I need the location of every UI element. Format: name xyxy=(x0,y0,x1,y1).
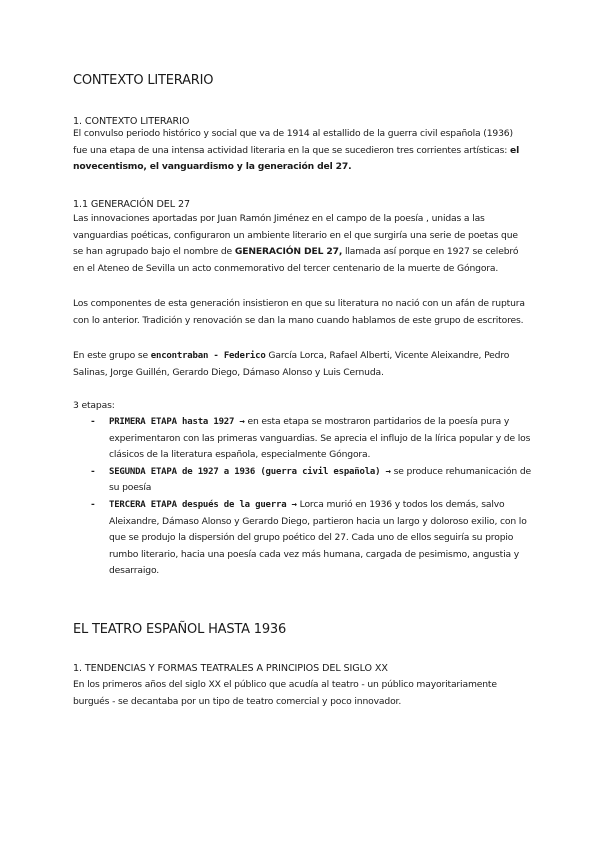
list-item xyxy=(91,414,531,464)
paragraph-contexto-bold: el novecentismo, el vanguardismo y la generación del 27. xyxy=(73,144,520,173)
stages-list xyxy=(91,414,531,580)
subheading-contexto-literario: 1. CONTEXTO LITERARIO xyxy=(73,116,190,127)
paragraph-teatro: En los primeros años del siglo XX el público que acudía al teatro - un público mayoritariamente burgués - se decantaba por un tipo de teatro comercial y poco innovador. xyxy=(73,679,497,707)
paragraph-grupo-text-a: En este grupo se xyxy=(73,350,151,361)
section-title-contexto: CONTEXTO LITERARIO xyxy=(73,73,214,88)
list-bullet: - xyxy=(91,416,95,427)
paragraph-generacion xyxy=(73,211,529,277)
stage-text: se produce rehumanicación de su poesía xyxy=(109,465,531,494)
paragraph-generacion-bold: GENERACIÓN DEL 27, xyxy=(234,246,343,258)
paragraph-contexto xyxy=(73,126,529,176)
paragraph-grupo xyxy=(73,348,529,381)
paragraph-generacion-text-b: llamada así porque en 1927 se celebró en el Ateneo de Sevilla un acto conmemorativo del tercer centenario de la muerte de Góngora. xyxy=(73,246,519,274)
paragraph-componentes: Los componentes de esta generación insistieron en que su literatura no nació con un afán de ruptura con lo anterior. Tradición y renovación se dan la mano cuando hablamos de este grupo de escritores. xyxy=(73,298,525,326)
subheading-tendencias: 1. TENDENCIAS Y FORMAS TEATRALES A PRINCIPIOS DEL SIGLO XX xyxy=(73,663,388,674)
etapas-label: 3 etapas: xyxy=(73,400,115,411)
paragraph-grupo-mono: encontraban - Federico xyxy=(150,351,266,361)
paragraph-grupo-text-b: García Lorca, Rafael Alberti, Vicente Aleixandre, Pedro Salinas, Jorge Guillén, Gerardo Diego, Dámaso Alonso y Luis Cernuda. xyxy=(73,350,510,378)
subheading-generacion-27: 1.1 GENERACIÓN DEL 27 xyxy=(73,199,190,210)
list-bullet: - xyxy=(91,498,95,510)
stage-head: PRIMERA ETAPA hasta 1927 → xyxy=(109,417,245,427)
stage-text: en esta etapa se mostraron partidarios de la poesía pura y experimentaron con las primeras vanguardias. Se aprecia el influjo de la lírica popular y de los clásicos de la literatura española, especialmente Góngora. xyxy=(109,416,531,461)
stage-head: TERCERA ETAPA después de la guerra → xyxy=(109,499,297,510)
stage-text: Lorca murió en 1936 y todos los demás, salvo Aleixandre, Dámaso Alonso y Gerardo Diego, partieron hacia un largo y doloroso exilio, con lo que se produjo la dispersión del grupo poético del 27. Cada uno de ellos seguiría su propio rumbo literario, hacia una poesía cada vez más humana, cargada de pesimismo, angustia y desarraigo. xyxy=(109,498,527,577)
list-item xyxy=(91,464,531,497)
list-bullet: - xyxy=(91,465,95,477)
stage-head: SEGUNDA ETAPA de 1927 a 1936 (guerra civil española) → xyxy=(109,466,391,477)
paragraph-contexto-text: El convulso periodo histórico y social que va de 1914 al estallido de la guerra civil española (1936) fue una etapa de una intensa actividad literaria en la que se sucedieron tres corrientes artísticas: xyxy=(73,128,513,156)
section-title-teatro: EL TEATRO ESPAÑOL HASTA 1936 xyxy=(73,622,287,637)
list-item xyxy=(91,497,531,580)
paragraph-generacion-text-a: Las innovaciones aportadas por Juan Ramón Jiménez en el campo de la poesía , unidas a las vanguardias poéticas, configuraron un ambiente literario en el que surgiría una serie de poetas que se han agrupado bajo el nombre de xyxy=(73,213,518,258)
